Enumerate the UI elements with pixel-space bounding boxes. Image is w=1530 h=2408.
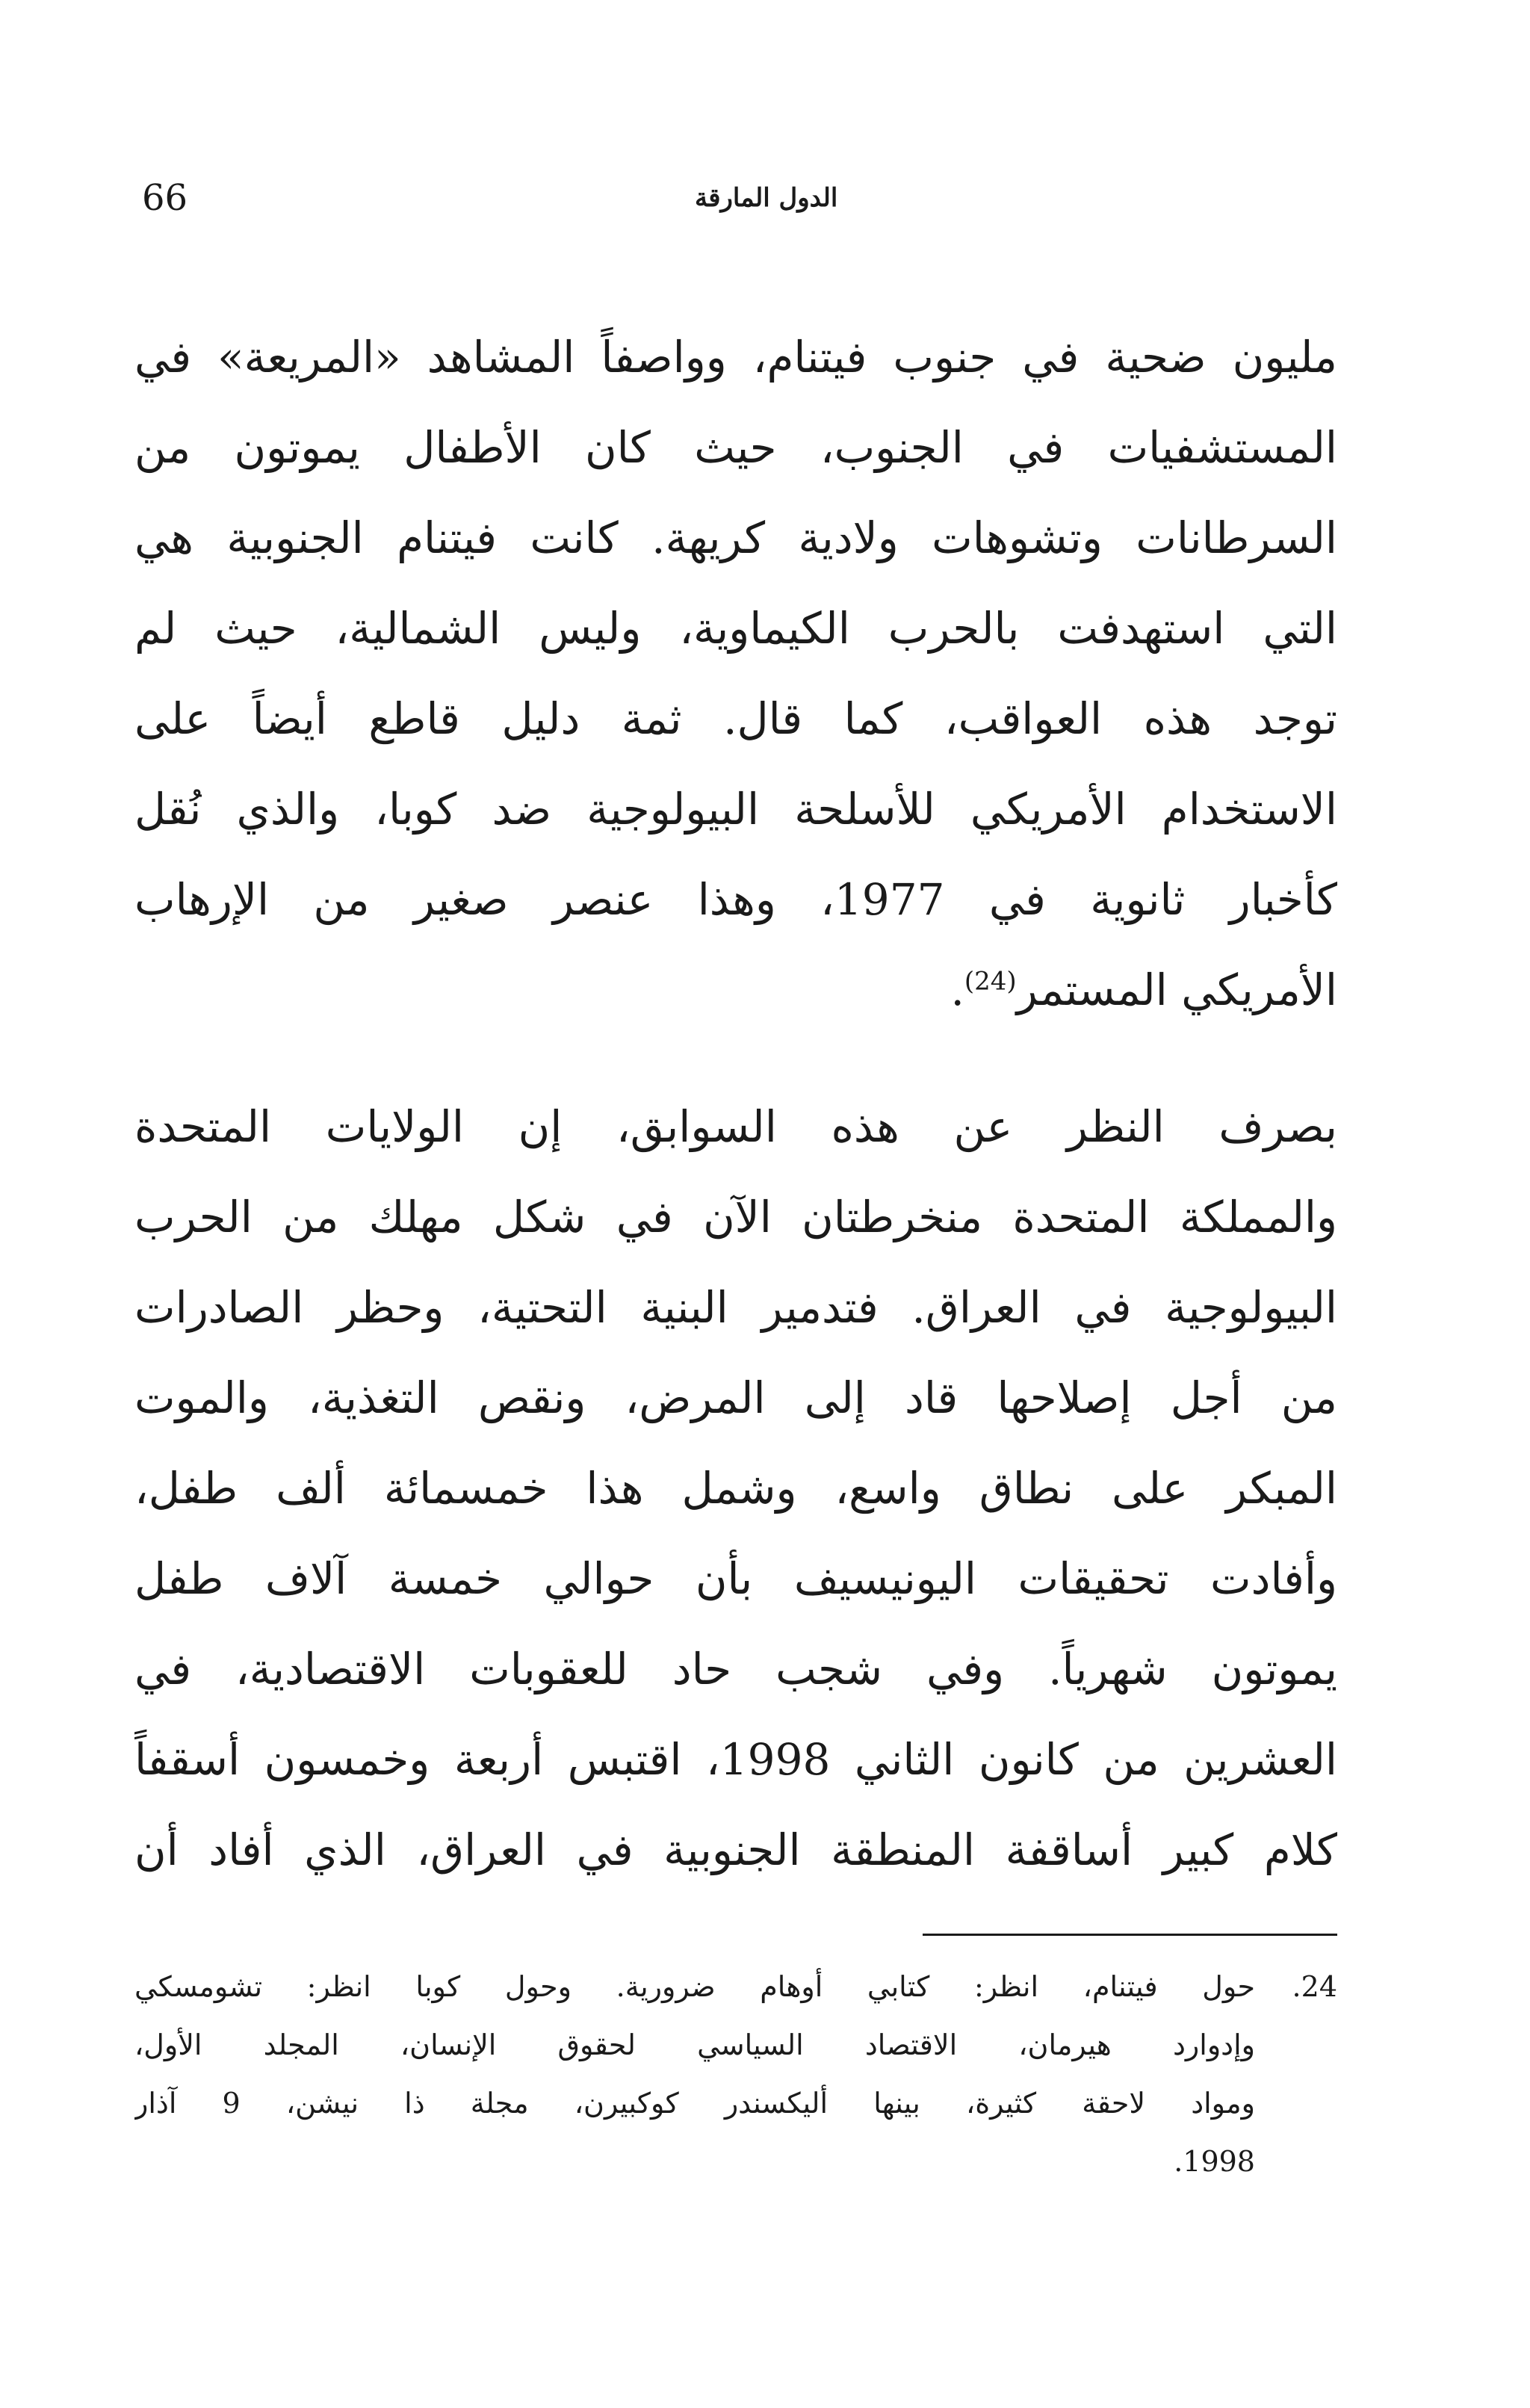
paragraph-line: توجد هذه العواقب، كما قال. ثمة دليل قاطع أيضاً على <box>134 693 1337 744</box>
paragraph-line: من أجل إصلاحها قاد إلى المرض، ونقص التغذية، والموت <box>134 1372 1337 1423</box>
paragraph-line: البيولوجية في العراق. فتدمير البنية التحتية، وحظر الصادرات <box>134 1282 1337 1333</box>
running-header <box>142 172 1337 224</box>
footnote-divider <box>923 1934 1337 1936</box>
footnote-text: حول فيتنام، انظر: كتابي أوهام ضرورية. وحول كوبا انظر: تشومسكي <box>134 1970 1255 2003</box>
paragraph-last-line <box>134 945 1337 1036</box>
paragraph-line: السرطانات وتشوهات ولادية كريهة. كانت فيتنام الجنوبية هي <box>134 513 1337 563</box>
footnote-line: 1998. <box>1174 2145 1255 2178</box>
page-number: 66 <box>142 177 188 219</box>
footnote-number: 24. <box>1292 1970 1337 2003</box>
paragraph-line-text: الأمريكي المستمر <box>1016 965 1337 1015</box>
paragraph-line: الاستخدام الأمريكي للأسلحة البيولوجية ضد كوبا، والذي نُقل <box>134 784 1337 835</box>
footnote-line: وإدوارد هيرمان، الاقتصاد السياسي لحقوق الإنسان، المجلد الأول، <box>134 2028 1255 2061</box>
footnote-24 <box>134 1957 1337 2191</box>
paragraph-line: مليون ضحية في جنوب فيتنام، وواصفاً المشاهد «المريعة» في <box>134 332 1337 383</box>
paragraph-line: التي استهدفت بالحرب الكيماوية، وليس الشمالية، حيث لم <box>134 603 1337 654</box>
paragraph-line: بصرف النظر عن هذه السوابق، إن الولايات المتحدة <box>134 1101 1337 1152</box>
paragraph-line: المبكر على نطاق واسع، وشمل هذا خمسمائة ألف طفل، <box>134 1463 1337 1514</box>
paragraph-line: كأخبار ثانوية في 1977، وهذا عنصر صغير من الإرهاب <box>134 874 1337 925</box>
paragraph-line: العشرين من كانون الثاني 1998، اقتبس أربعة وخمسون أسقفاً <box>134 1734 1337 1785</box>
running-title: الدول المارقة <box>695 183 838 213</box>
footnote-line: ومواد لاحقة كثيرة، بينها أليكسندر كوكبيرن، مجلة ذا نيشن، 9 آذار <box>134 2087 1256 2120</box>
paragraph-line: وأفادت تحقيقات اليونيسيف بأن حوالي خمسة آلاف طفل <box>134 1553 1337 1604</box>
paragraph-1 <box>134 312 1337 1036</box>
footnote-line <box>134 1957 1337 2016</box>
paragraph-line: والمملكة المتحدة منخرطتان الآن في شكل مهلك من الحرب <box>134 1192 1337 1242</box>
paragraph-line: المستشفيات في الجنوب، حيث كان الأطفال يموتون من <box>134 422 1337 473</box>
paragraph-2 <box>134 1082 1337 1895</box>
paragraph-line: كلام كبير أساقفة المنطقة الجنوبية في العراق، الذي أفاد أن <box>134 1824 1337 1875</box>
sentence-end: . <box>950 965 964 1015</box>
paragraph-line: يموتون شهرياً. وفي شجب حاد للعقوبات الاقتصادية، في <box>134 1644 1337 1694</box>
footnote-reference[interactable]: (24) <box>964 966 1017 997</box>
